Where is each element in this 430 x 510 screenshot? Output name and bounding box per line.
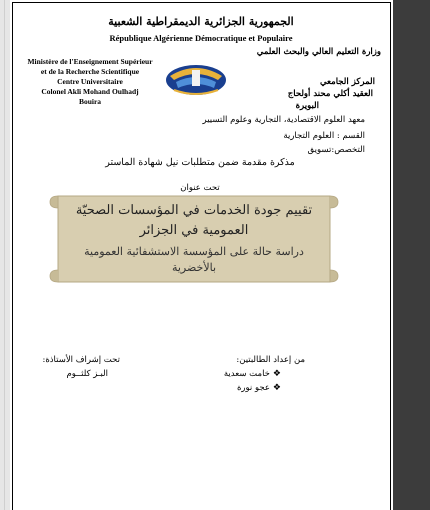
- supervisor-label: تحت إشراف الأستاذة:: [42, 355, 120, 365]
- sidebar-divider: [4, 0, 5, 510]
- thesis-note: مذكرة مقدمة ضمن متطلبات نيل شهادة الماستر: [105, 157, 295, 168]
- republic-french: République Algérienne Démocratique et Populaire: [109, 33, 293, 43]
- student-name: عجو نورة: [236, 383, 270, 393]
- students-label: من إعداد الطالبتين:: [236, 355, 305, 365]
- diamond-bullet-icon: ❖: [272, 383, 281, 393]
- diamond-bullet-icon: ❖: [272, 369, 281, 379]
- document-page: [10, 0, 393, 510]
- centre-french-line2: Colonel Akli Mohand Oulhadj: [41, 87, 139, 96]
- ministry-french-line1: Ministère de l'Enseignement Supérieur: [27, 57, 153, 66]
- student-item: [224, 370, 281, 379]
- thesis-title-line2: العمومية في الجزائر: [139, 223, 249, 238]
- ministry-arabic: وزارة التعليم العالي والبحث العلمي: [256, 47, 381, 57]
- city-arabic: البويرة: [295, 101, 319, 111]
- case-study-line2: بالأخضرية: [171, 261, 217, 274]
- left-sidebar: [0, 0, 10, 510]
- institute-arabic: معهد العلوم الاقتصادية، التجارية وعلوم التسيير: [202, 115, 365, 125]
- right-gutter: [393, 0, 430, 510]
- ministry-french-line2: et de la Recherche Scientifique: [40, 67, 140, 76]
- supervisor-name: البـز كلثــوم: [66, 369, 108, 379]
- student-name: خامت سعدية: [223, 369, 270, 379]
- city-french: Bouira: [78, 97, 102, 106]
- case-study-line1: دراسة حالة على المؤسسة الاستشفائية العمومية: [84, 245, 304, 258]
- specialty-arabic: التخصص:تسويق: [307, 145, 365, 155]
- university-arabic-line1: المركز الجامعي: [319, 77, 375, 87]
- thesis-title-line1: تقييم جودة الخدمات في المؤسسات الصحيّة: [75, 203, 313, 218]
- department-arabic: القسم : العلوم التجارية: [283, 131, 365, 141]
- centre-french-line1: Centre Universitaire: [57, 77, 123, 86]
- under-title-label: تحت عنوان: [180, 183, 220, 193]
- republic-arabic: الجمهورية الجزائرية الديمقراطية الشعبية: [108, 15, 294, 28]
- university-logo: [162, 58, 230, 98]
- university-arabic-line2: العقيد أكلي محند أولحاج: [287, 89, 373, 99]
- student-item: [237, 384, 281, 393]
